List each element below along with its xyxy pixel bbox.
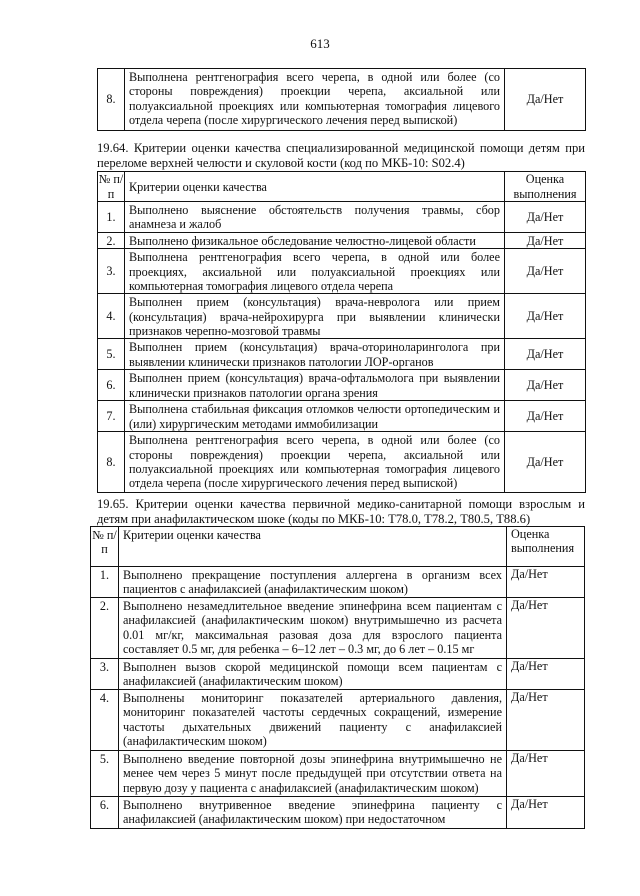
- criterion-result: Да/Нет: [505, 69, 586, 131]
- criterion-result: Да/Нет: [505, 202, 586, 233]
- row-number: 2.: [98, 233, 125, 249]
- row-number: 6.: [98, 370, 125, 401]
- criteria-table-19-64: [97, 171, 586, 493]
- header-num: № п/п: [98, 172, 124, 201]
- criterion-text: Выполнен вызов скорой медицинской помощи всем пациентам с анафилаксией (анафилактическим шоком): [119, 659, 507, 690]
- criterion-result: Да/Нет: [507, 567, 585, 598]
- table-row: [98, 294, 586, 339]
- table-row: [91, 797, 585, 829]
- criteria-table-19-65: [90, 526, 585, 829]
- row-number: 5.: [91, 751, 119, 797]
- criterion-text: Выполнены мониторинг показателей артериального давления, мониторинг показателей частоты сердечных сокращений, измерение частоты дыхательных движений пациенту с анафилаксией (анафилактическим шоком): [119, 690, 507, 751]
- table-row: [98, 370, 586, 401]
- row-number: 3.: [91, 659, 119, 690]
- criterion-text: Выполнена рентгенография всего черепа, в одной или более (со стороны повреждения) проекции черепа, аксиальной или полуаксиальной проекциях или компьютерная томография лицевого отдела черепа (после хирургического лечения перед выпиской): [125, 432, 505, 493]
- header-num: № п/п: [91, 527, 119, 567]
- criterion-result: Да/Нет: [505, 294, 586, 339]
- header-result: Оценка выполнения: [505, 172, 586, 202]
- header-result: Оценка выполнения: [507, 527, 585, 567]
- table-row: [91, 751, 585, 797]
- table-row: [91, 598, 585, 659]
- criterion-result: Да/Нет: [507, 690, 585, 751]
- criterion-text: Выполнено незамедлительное введение эпинефрина всем пациентам с анафилаксией (анафилактическим шоком) внутримышечно из расчета 0.01 мг/кг, максимальная разовая доза для взрослого пациента составляет 0.5 мг, для ребенка – 6–12 лет – 0.3 мг, до 6 лет – 0.15 мг: [119, 598, 507, 659]
- criterion-result: Да/Нет: [507, 659, 585, 690]
- table-row: [98, 233, 586, 249]
- criterion-result: Да/Нет: [505, 339, 586, 370]
- criterion-text: Выполнено введение повторной дозы эпинефрина внутримышечно не менее чем через 5 минут после предыдущей при отсутствии ответа на первую дозу у пациента с анафилаксией (анафилактическим шоком): [119, 751, 507, 797]
- header-criteria: Критерии оценки качества: [119, 527, 507, 567]
- criterion-result: Да/Нет: [505, 233, 586, 249]
- criterion-text: Выполнен прием (консультация) врача-офтальмолога при выявлении клинически признаков патологии органа зрения: [125, 370, 505, 401]
- criterion-text: Выполнен прием (консультация) врача-оториноларинголога при выявлении клинически признаков патологии ЛОР-органов: [125, 339, 505, 370]
- row-number: 4.: [98, 294, 125, 339]
- criterion-result: Да/Нет: [505, 249, 586, 294]
- table-row: [98, 202, 586, 233]
- row-number: 6.: [91, 797, 119, 829]
- criterion-text: Выполнена рентгенография всего черепа, в одной или более (со стороны повреждения) проекции черепа, аксиальной или полуаксиальной проекциях или компьютерная томография лицевого отдела черепа (после хирургического лечения перед выпиской): [125, 69, 505, 131]
- criterion-text: Выполнено прекращение поступления аллергена в организм всех пациентов с анафилаксией (анафилактическим шоком): [119, 567, 507, 598]
- section-title: 19.64. Критерии оценки качества специализированной медицинской помощи детям при переломе верхней челюсти и скуловой кости (код по МКБ-10: S02.4): [97, 141, 585, 170]
- table-row: [98, 432, 586, 493]
- table-header-row: [98, 172, 586, 202]
- criterion-result: Да/Нет: [505, 432, 586, 493]
- criterion-text: Выполнено внутривенное введение эпинефрина пациенту с анафилаксией (анафилактическим шоком) при недостаточном: [119, 797, 507, 829]
- row-number: 2.: [91, 598, 119, 659]
- table-row: [98, 69, 586, 131]
- criterion-text: Выполнена рентгенография всего черепа, в одной или более проекциях, аксиальной или полуаксиальной проекциях или компьютерная томография лицевого отдела черепа: [125, 249, 505, 294]
- row-number: 1.: [91, 567, 119, 598]
- row-number: 3.: [98, 249, 125, 294]
- criterion-result: Да/Нет: [507, 797, 585, 829]
- row-number: 5.: [98, 339, 125, 370]
- table-row: [98, 339, 586, 370]
- table-row: [91, 659, 585, 690]
- criterion-result: Да/Нет: [507, 598, 585, 659]
- criterion-text: Выполнена стабильная фиксация отломков челюсти ортопедическим и (или) хирургическим методами иммобилизации: [125, 401, 505, 432]
- section-title: 19.65. Критерии оценки качества первичной медико-санитарной помощи взрослым и детям при анафилактическом шоке (коды по МКБ-10: Т78.0, Т78.2, Т80.5, Т88.6): [97, 497, 585, 526]
- table-row: [98, 249, 586, 294]
- table-header-row: [91, 527, 585, 567]
- row-number: 1.: [98, 202, 125, 233]
- row-number: 4.: [91, 690, 119, 751]
- header-criteria: Критерии оценки качества: [125, 172, 505, 202]
- criterion-result: Да/Нет: [505, 401, 586, 432]
- table-row: [98, 401, 586, 432]
- criterion-text: Выполнено выяснение обстоятельств получения травмы, сбор анамнеза и жалоб: [125, 202, 505, 233]
- page-number: 613: [310, 36, 330, 51]
- criterion-text: Выполнен прием (консультация) врача-невролога или прием (консультация) врача-нейрохирурга при выявлении клинически признаков черепно-мозговой травмы: [125, 294, 505, 339]
- criterion-text: Выполнено физикальное обследование челюстно-лицевой области: [125, 233, 505, 249]
- criterion-result: Да/Нет: [505, 370, 586, 401]
- row-number: 8.: [98, 432, 125, 493]
- table-row: [91, 690, 585, 751]
- table-row: [91, 567, 585, 598]
- criterion-result: Да/Нет: [507, 751, 585, 797]
- criteria-table-continuation: [97, 68, 586, 131]
- row-number: 7.: [98, 401, 125, 432]
- row-number: 8.: [98, 69, 125, 131]
